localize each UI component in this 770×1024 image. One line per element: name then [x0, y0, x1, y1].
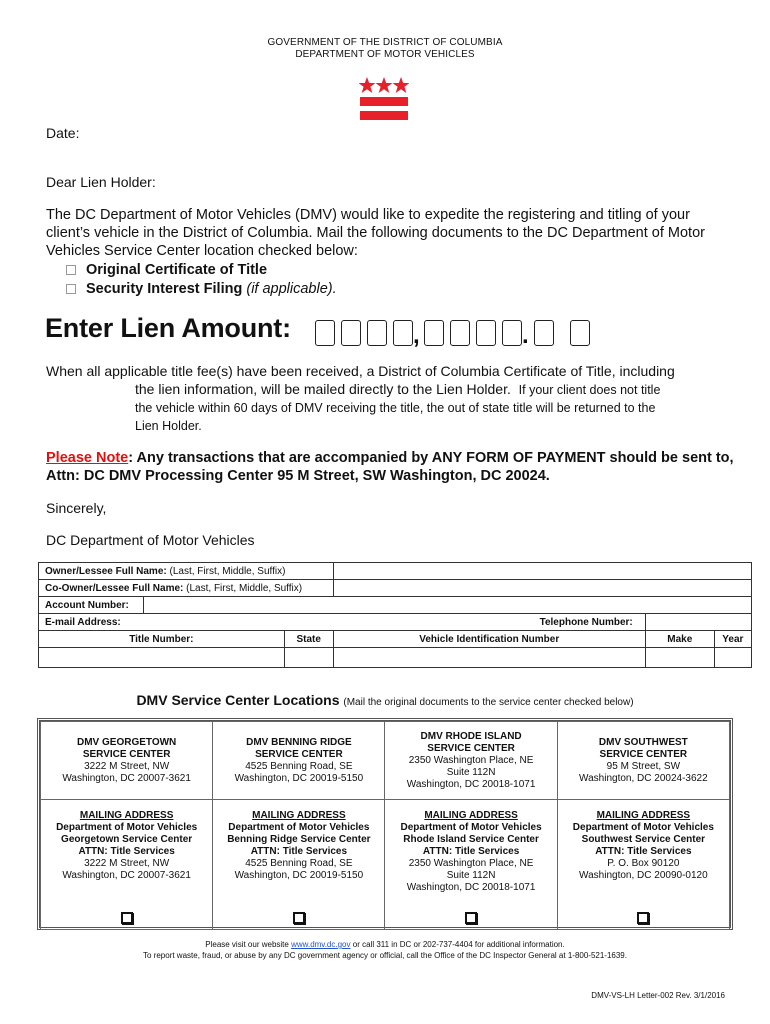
title-mailing-paragraph: When all applicable title fee(s) have been received, a District of Columbia Certificate of Title, including the lien information, will be mailed directly to the Lien Holder. If your client does not title the vehicle within 60 days of DMV receiving the title, the out of state title will be returned to the Lien Holder. [46, 363, 675, 433]
account-number-field[interactable] [144, 597, 752, 614]
make-header: Make [645, 631, 714, 648]
lien-cents-1[interactable] [534, 320, 554, 346]
checklist-item-security-interest: Security Interest Filing (if applicable). [66, 280, 337, 299]
locations-grid [40, 721, 730, 930]
year-header: Year [714, 631, 751, 648]
checklist-item-original-title: Original Certificate of Title [66, 261, 267, 280]
signature: DC Department of Motor Vehicles [46, 532, 255, 548]
coowner-name-label: Co-Owner/Lessee Full Name: (Last, First, Middle, Suffix) [39, 580, 334, 597]
telephone-label: Telephone Number: [333, 614, 645, 631]
footer-fraud-notice: To report waste, fraud, or abuse by any DC government agency or official, call the Office of the DC Inspector General at 1-800-521-1639. [143, 951, 627, 960]
owner-info-table [38, 562, 752, 668]
lien-digit-3[interactable] [367, 320, 387, 346]
title-number-field[interactable] [39, 648, 285, 668]
mailing-georgetown: MAILING ADDRESS Department of Motor Vehicles Georgetown Service Center ATTN: Title Services 3222 M Street, NW Washington, DC 20007-3621 [41, 800, 213, 930]
lien-decimal-point: . [522, 322, 529, 349]
locations-heading: DMV Service Center Locations (Mail the original documents to the service center checked below) [136, 692, 634, 708]
select-southwest-checkbox[interactable] [637, 912, 649, 924]
lien-amount-label: Enter Lien Amount: [45, 313, 291, 343]
lien-digit-2[interactable] [341, 320, 361, 346]
flag-star-2 [376, 77, 393, 93]
closing: Sincerely, [46, 500, 107, 516]
email-label: E-mail Address: [39, 614, 334, 631]
flag-bar-1 [360, 97, 408, 106]
center-georgetown: DMV GEORGETOWN SERVICE CENTER 3222 M Street, NW Washington, DC 20007-3621 [41, 722, 213, 800]
table-row [41, 722, 730, 800]
lien-digit-4[interactable] [393, 320, 413, 346]
table-row [41, 800, 730, 930]
mailing-southwest: MAILING ADDRESS Department of Motor Vehicles Southwest Service Center ATTN: Title Services P. O. Box 90120 Washington, DC 20090-0120 [557, 800, 729, 930]
lien-digit-5[interactable] [424, 320, 444, 346]
select-benning-ridge-checkbox[interactable] [293, 912, 305, 924]
website-link[interactable]: www.dmv.dc.gov [291, 940, 351, 949]
vin-field[interactable] [333, 648, 645, 668]
lien-digit-7[interactable] [476, 320, 496, 346]
center-southwest: DMV SOUTHWEST SERVICE CENTER 95 M Street, SW Washington, DC 20024-3622 [557, 722, 729, 800]
dc-flag-logo [359, 74, 409, 123]
table-row [39, 631, 752, 648]
agency-line-2: DEPARTMENT OF MOTOR VEHICLES [295, 49, 475, 60]
table-row [39, 580, 752, 597]
center-benning-ridge: DMV BENNING RIDGE SERVICE CENTER 4525 Benning Road, SE Washington, DC 20019-5150 [213, 722, 385, 800]
checkbox-icon[interactable] [66, 284, 76, 294]
make-field[interactable] [645, 648, 714, 668]
agency-line-1: GOVERNMENT OF THE DISTRICT OF COLUMBIA [267, 37, 503, 48]
title-number-header: Title Number: [39, 631, 285, 648]
lien-cents-2[interactable] [570, 320, 590, 346]
checkbox-icon[interactable] [66, 265, 76, 275]
flag-star-3 [393, 77, 410, 93]
form-id: DMV-VS-LH Letter-002 Rev. 3/1/2016 [591, 991, 725, 1000]
telephone-field[interactable] [645, 614, 751, 631]
mailing-rhode-island: MAILING ADDRESS Department of Motor Vehicles Rhode Island Service Center ATTN: Title Services 2350 Washington Place, NE Suite 112N Washington, DC 20018-1071 [385, 800, 557, 930]
body-paragraph: The DC Department of Motor Vehicles (DMV) would like to expedite the registering and titling of your client’s vehicle in the District of Columbia. Mail the following documents to the DC Department of Motor Vehicles Service Center location checked below: [46, 207, 705, 259]
select-georgetown-checkbox[interactable] [121, 912, 133, 924]
state-header: State [284, 631, 333, 648]
table-row [39, 597, 752, 614]
coowner-name-field[interactable] [333, 580, 751, 597]
mailing-benning-ridge: MAILING ADDRESS Department of Motor Vehicles Benning Ridge Service Center ATTN: Title Services 4525 Benning Road, SE Washington, DC 20019-5150 [213, 800, 385, 930]
state-field[interactable] [284, 648, 333, 668]
salutation: Dear Lien Holder: [46, 174, 156, 190]
please-note: Please Note: Any transactions that are accompanied by ANY FORM OF PAYMENT should be sent to, Attn: DC DMV Processing Center 95 M Street, SW Washington, DC 20024. [46, 450, 734, 484]
lien-digit-8[interactable] [502, 320, 522, 346]
lien-comma: , [413, 322, 420, 349]
table-row [39, 563, 752, 580]
account-number-label: Account Number: [39, 597, 144, 614]
owner-name-field[interactable] [333, 563, 751, 580]
date-label: Date: [46, 125, 80, 141]
lien-digit-1[interactable] [315, 320, 335, 346]
table-row [39, 614, 752, 631]
year-field[interactable] [714, 648, 751, 668]
lien-digit-6[interactable] [450, 320, 470, 346]
flag-star-1 [359, 77, 376, 93]
center-rhode-island: DMV RHODE ISLAND SERVICE CENTER 2350 Washington Place, NE Suite 112N Washington, DC 20018-1071 [385, 722, 557, 800]
flag-bar-2 [360, 111, 408, 120]
owner-name-label: Owner/Lessee Full Name: (Last, First, Middle, Suffix) [39, 563, 334, 580]
table-row [39, 648, 752, 668]
footer-contact: Please visit our website www.dmv.dc.gov or call 311 in DC or 202-737-4404 for additional information. [205, 940, 565, 949]
vin-header: Vehicle Identification Number [333, 631, 645, 648]
select-rhode-island-checkbox[interactable] [465, 912, 477, 924]
